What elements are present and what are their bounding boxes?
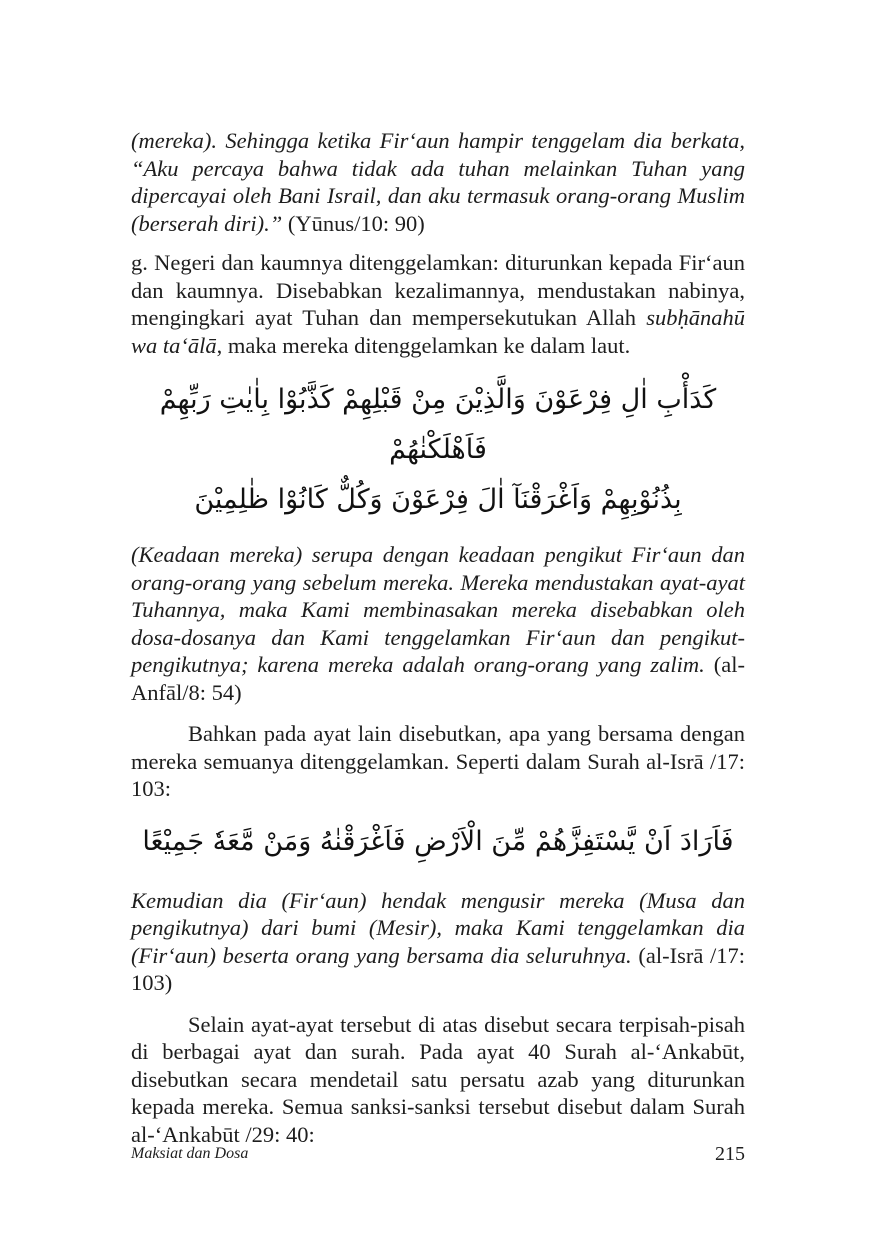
body-paragraph-ankabut: Selain ayat-ayat tersebut di atas disebut secara terpisah-pisah di berbagai ayat dan surah. Pada ayat 40 Surah al-‘Ankabūt, disebutkan secara mendetail satu persatu azab yang diturunkan kepada mereka. Semua sanksi-sanksi tersebut disebut dalam Surah al-‘Ankabūt /29: 40: [131,1011,745,1147]
body-paragraph-drowning [131,249,745,359]
book-title: Maksiat dan Dosa [131,1145,249,1162]
verse-reference: (al-Anfāl/8: 54) [131,652,745,705]
arabic-line: كَدَأْبِ اٰلِ فِرْعَوْنَ وَالَّذِيْنَ مِنْ قَبْلِهِمْ كَذَّبُوْا بِاٰيٰتِ رَبِّهِمْ فَاَهْلَكْنٰهُمْ [159,384,717,465]
verse-reference: (Yūnus/10: 90) [287,210,425,236]
page-content [131,127,745,1148]
translation-paragraph-yunus [131,127,745,237]
body-text: g. Negeri dan kaumnya ditenggelamkan: diturunkan kepada Fir‘aun dan kaumnya. Disebabkan kezalimannya, mendustakan nabinya, mengingkari ayat Tuhan dan mempersekutukan Allah [131,250,745,330]
body-text: , maka mereka ditenggelamkan ke dalam laut. [216,332,631,358]
verse-reference: (al-Isrā /17: 103) [131,942,745,995]
arabic-line: بِذُنُوْبِهِمْ وَاَغْرَقْنَآ اٰلَ فِرْعَوْنَ وَكُلٌّ كَانُوْا ظٰلِمِيْنَ [194,484,682,515]
translation-paragraph-isra [131,887,745,997]
honorific-text: subḥānahū wa ta‘ālā [131,305,745,358]
translation-text: Kemudian dia (Fir‘aun) hendak mengusir mereka (Musa dan pengikutnya) dari bumi (Mesir), maka Kami tenggelamkan dia (Fir‘aun) beserta orang yang bersama dia seluruhnya. [131,887,745,968]
arabic-line: فَاَرَادَ اَنْ يَّسْتَفِزَّهُمْ مِّنَ الْاَرْضِ فَاَغْرَقْنٰهُ وَمَنْ مَّعَهٗ جَمِيْعًا [142,825,734,857]
arabic-verse-anfal [131,375,745,525]
arabic-verse-isra [131,817,745,867]
page-number: 215 [715,1143,745,1165]
translation-text: (Keadaan mereka) serupa dengan keadaan pengikut Fir‘aun dan orang-orang yang sebelum mereka. Mereka mendustakan ayat-ayat Tuhannya, maka Kami membinasakan mereka disebabkan oleh dosa-dosanya dan Kami tenggelamkan Fir‘aun dan pengikut-pengikutnya; karena mereka adalah orang-orang yang zalim. [131,542,745,677]
body-paragraph-isra-intro: Bahkan pada ayat lain disebutkan, apa yang bersama dengan mereka semuanya ditenggelamkan. Seperti dalam Surah al-Isrā /17: 103: [131,721,745,801]
translation-text: (mereka). Sehingga ketika Fir‘aun hampir tenggelam dia berkata, “Aku percaya bahwa tidak ada tuhan melainkan Tuhan yang dipercayai oleh Bani Israil, dan aku termasuk orang-orang Muslim (berserah diri).” [131,128,745,236]
translation-paragraph-anfal [131,541,745,706]
page-footer [131,1143,745,1173]
